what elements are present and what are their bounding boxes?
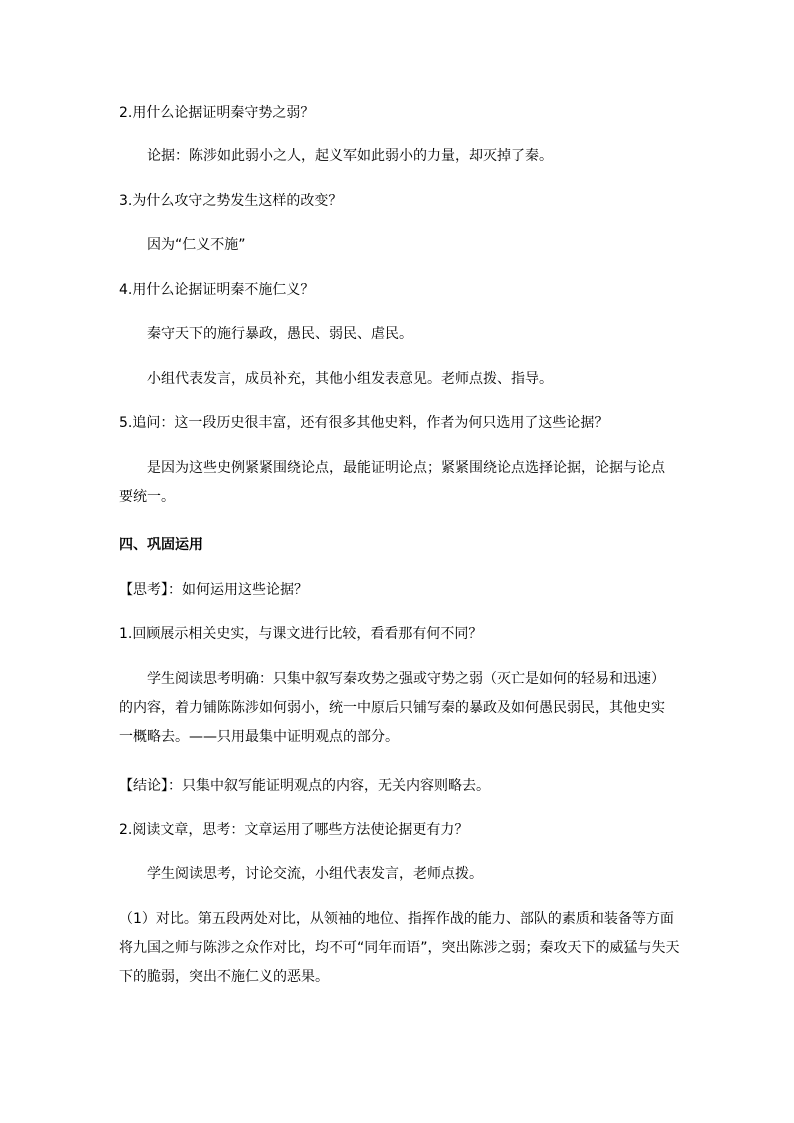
task-2: 2.阅读文章，思考：文章运用了哪些方法使论据更有力？ [119, 822, 469, 838]
conclusion: 【结论】：只集中叙写能证明观点的内容，无关内容则略去。 [119, 778, 490, 794]
answer-3: 因为“仁义不施” [147, 237, 246, 253]
task-1-answer: 学生阅读思考明确：只集中叙写秦攻势之强或守势之弱（灭亡是如何的轻易和迅速）的内容，着力铺陈陈涉如何弱小，统一中原后只铺写秦的暴政及如何愚民弱民，其他史实一概略去。——只用最集中证明观点的部分。 [119, 671, 665, 745]
question-5: 5.追问：这一段历史很丰富，还有很多其他史料，作者为何只选用了这些论据？ [119, 415, 609, 431]
question-4: 4.用什么论据证明秦不施仁义？ [119, 282, 315, 298]
answer-5: 是因为这些史例紧紧围绕论点，最能证明论点；紧紧围绕论点选择论据，论据与论点要统一。 [119, 460, 665, 505]
answer-2: 论据：陈涉如此弱小之人，起义军如此弱小的力量，却灭掉了秦。 [147, 148, 553, 164]
group-discussion-note: 小组代表发言，成员补充，其他小组发表意见。老师点拨、指导。 [147, 371, 553, 387]
task-1: 1.回顾展示相关史实，与课文进行比较，看看那有何不同？ [119, 626, 483, 642]
section-heading: 四、巩固运用 [119, 537, 203, 553]
task-2-answer: 学生阅读思考，讨论交流，小组代表发言，老师点拨。 [147, 866, 483, 882]
contrast-point: （1）对比。第五段两处对比，从领袖的地位、指挥作战的能力、部队的素质和装备等方面将九国之师与陈涉之众作对比，均不可“同年而语”，突出陈涉之弱；秦攻天下的威猛与失天下的脆弱，突出不施仁义的恶果。 [119, 911, 680, 985]
question-2: 2.用什么论据证明秦守势之弱？ [119, 105, 315, 121]
think-prompt: 【思考】：如何运用这些论据？ [119, 582, 308, 598]
question-3: 3.为什么攻守之势发生这样的改变？ [119, 193, 343, 209]
answer-4: 秦守天下的施行暴政，愚民、弱民、虐民。 [147, 326, 413, 342]
